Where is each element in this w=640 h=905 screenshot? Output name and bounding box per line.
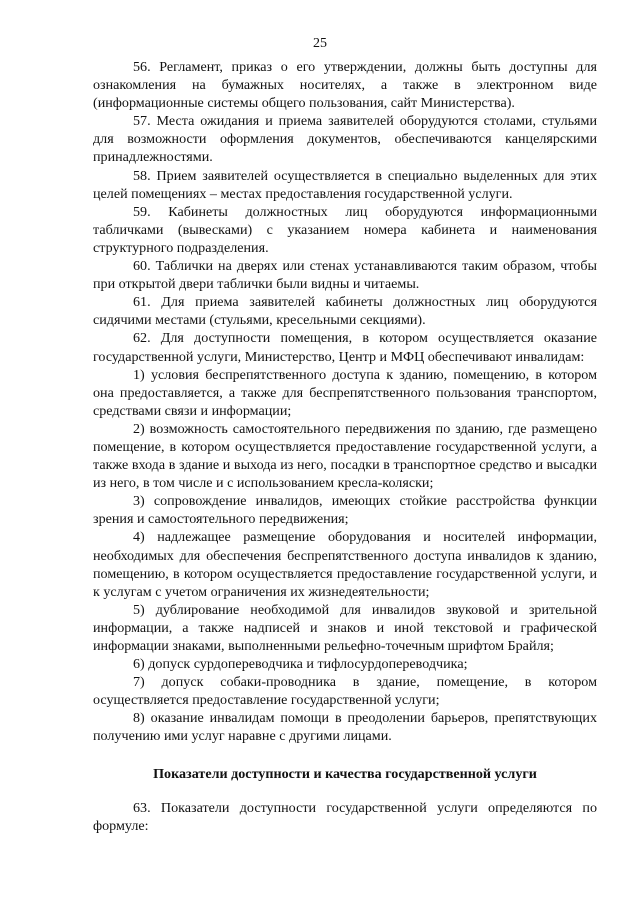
list-item-3: 3) сопровождение инвалидов, имеющих стойкие расстройства функции зрения и самостоятельного передвижения; [93, 493, 597, 528]
paragraph-58: 58. Прием заявителей осуществляется в специально выделенных для этих целей помещениях – местах предоставления государственной услуги. [93, 167, 597, 202]
document-body [93, 58, 597, 835]
paragraph-61: 61. Для приема заявителей кабинеты должностных лиц оборудуются сидячими местами (стульями, кресельными секциями). [93, 294, 597, 329]
paragraph-60: 60. Таблички на дверях или стенах устанавливаются таким образом, чтобы при открытой двери таблички были видны и читаемы. [93, 258, 597, 293]
page-number: 25 [313, 36, 327, 51]
list-item-6: 6) допуск сурдопереводчика и тифлосурдопереводчика; [133, 656, 468, 673]
paragraph-59: 59. Кабинеты должностных лиц оборудуются информационными табличками (вывесками) с указанием номера кабинета и наименования структурного подразделения. [93, 203, 597, 256]
paragraph-57: 57. Места ожидания и приема заявителей оборудуются столами, стульями для возможности оформления документов, обеспечиваются канцелярскими принадлежностями. [93, 113, 597, 166]
list-item-4: 4) надлежащее размещение оборудования и носителей информации, необходимых для обеспечения беспрепятственного доступа инвалидов к зданию, помещению, в котором осуществляется предоставление государственной услуги, и к услугам с учетом ограничения их жизнедеятельности; [93, 529, 597, 600]
paragraph-62: 62. Для доступности помещения, в котором осуществляется оказание государственной услуги, Министерство, Центр и МФЦ обеспечивают инвалидам: [93, 330, 597, 365]
list-item-7: 7) допуск собаки-проводника в здание, помещение, в котором осуществляется предоставление государственной услуги; [93, 674, 597, 709]
list-item-1: 1) условия беспрепятственного доступа к зданию, помещению, в котором она предоставляется, а также для беспрепятственного пользования транспортом, средствами связи и информации; [93, 366, 597, 419]
list-item-5: 5) дублирование необходимой для инвалидов звуковой и зрительной информации, а также надписей и знаков и иной текстовой и графической информации знаками, выполненными рельефно-точечным шрифтом Брайля; [93, 601, 597, 654]
paragraph-63: 63. Показатели доступности государственной услуги определяются по формуле: [93, 799, 597, 834]
list-item-8: 8) оказание инвалидам помощи в преодолении барьеров, препятствующих получению ими услуг наравне с другими лицами. [93, 710, 597, 745]
paragraph-56: 56. Регламент, приказ о его утверждении, должны быть доступны для ознакомления на бумажных носителях, а также в электронном виде (информационные системы общего пользования, сайт Министерства). [93, 59, 597, 112]
section-heading: Показатели доступности и качества государственной услуги [153, 765, 537, 782]
list-item-2: 2) возможность самостоятельного передвижения по зданию, где размещено помещение, в котором осуществляется предоставление государственной услуги, а также входа в здание и выхода из него, посадки в транспортное средство и высадки из него, в том числе и с использованием кресла-коляски; [93, 420, 597, 492]
